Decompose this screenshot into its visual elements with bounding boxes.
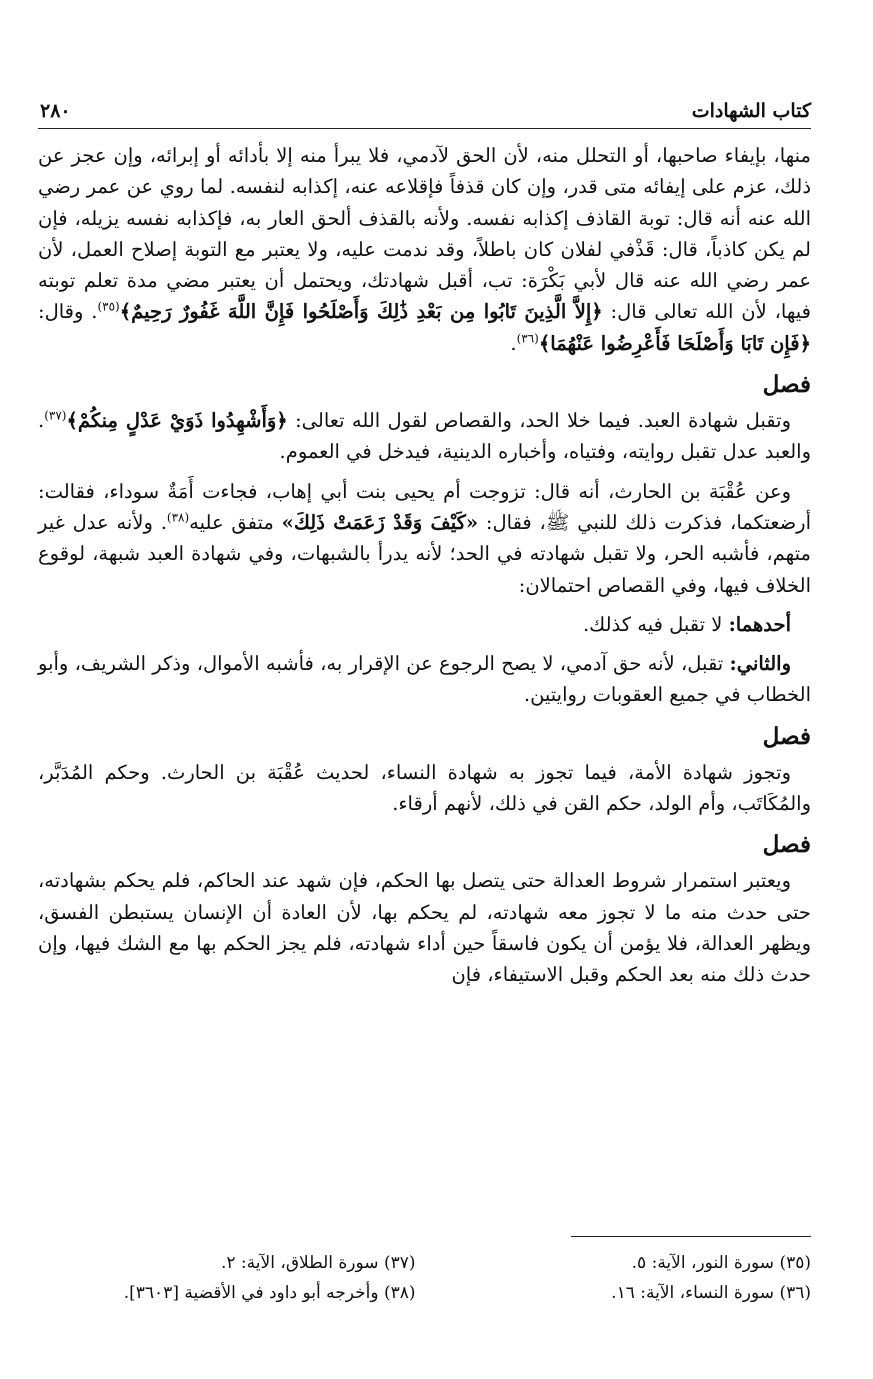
text-run: . والعبد عدل تقبل روايته، وفتياه، وأخباره الدينية، فيدخل في العموم. [38, 409, 811, 464]
term-label: أحدهما: [728, 612, 791, 636]
footnote-ref: (٣٥) [97, 299, 120, 314]
main-text [38, 140, 811, 999]
footnote-ref: (٣٦) [516, 331, 539, 346]
term-label: والثاني: [729, 652, 791, 676]
text-run: . ولأنه عدل غير متهم، فأشبه الحر، ولا تقبل شهادته في الحد؛ لأنه يدرأ بالشبهات، وفي شهادة العبد شبهة، لوقوع الخلاف فيها، وفي القصاص احتمالان: [38, 510, 811, 597]
footnote-ref: (٣٧) [44, 408, 67, 423]
section-heading: فصل [762, 371, 811, 399]
paragraph-5 [38, 648, 811, 711]
header-divider [38, 128, 811, 129]
section-heading: فصل [762, 831, 811, 859]
footnote-divider [571, 1236, 811, 1237]
footnote-36: (٣٦) سورة النساء، الآية: ١٦. [611, 1283, 811, 1303]
paragraph-2 [38, 405, 811, 468]
text-run: لا تقبل فيه كذلك. [582, 612, 723, 636]
footnote-38: (٣٨) وأخرجه أبو داود في الأقضية [٣٦٠٣]. [123, 1283, 416, 1303]
hadith-quote: «كَيْفَ وَقَدْ زَعَمَتْ ذَلِكَ» [281, 510, 479, 534]
text-run: . [510, 331, 517, 355]
footnotes [60, 1248, 811, 1308]
text-run: . وقال: [38, 300, 98, 324]
quran-verse: ﴿وَأَشْهِدُوا ذَوَيْ عَدْلٍ مِنكُمْ﴾ [66, 409, 288, 433]
page-number: ٢٨٠ [40, 100, 71, 122]
text-run: متفق عليه [189, 510, 274, 534]
text-run: تقبل، لأنه حق آدمي، لا يصح الرجوع عن الإقرار به، فأشبه الأموال، وذكر الشريف، وأبو الخطاب في جميع العقوبات روايتين. [38, 652, 811, 707]
quran-verse: ﴿فَإِن تَابَا وَأَصْلَحَا فَأَعْرِضُوا عَنْهُمَا﴾ [538, 331, 811, 355]
footnote-ref: (٣٨) [166, 510, 190, 525]
paragraph-3 [38, 476, 811, 601]
text-run: وعن عُقْبَة بن الحارث، أنه قال: تزوجت أم يحيى بنت أبي إهاب، فجاءت أَمَةٌ سوداء، فقالت: أرضعتكما، فذكرت ذلك للنبي ﷺ، فقال: [38, 479, 812, 534]
section-heading: فصل [762, 722, 811, 750]
paragraph-4 [38, 609, 811, 640]
footnote-35: (٣٥) سورة النور، الآية: ٥. [631, 1253, 811, 1273]
running-title: كتاب الشهادات [691, 100, 811, 122]
text-run: منها، بإيفاء صاحبها، أو التحلل منه، لأن الحق لآدمي، فلا يبرأ منه إلا بأدائه أو إبرائه، وإن عجز عن ذلك، عزم على إيفائه متى قدر، وإن كان قذفاً فإقلاعه عنه، إكذابه لنفسه. لما روي عن عمر رضي الله عنه أنه قال: توبة القاذف إكذابه نفسه. ولأنه بالقذف ألحق العار به، فإكذابه نفسه يزيله، فإن لم يكن كاذباً، قال: قَذْفي لفلان كان باطلاً، وقد ندمت عليه، ولا يعتبر مع التوبة إصلاح العمل، لأن عمر رضي الله عنه قال لأبي بَكْرَة: تب، أقبل شهادتك، ويحتمل أن يعتبر مضي مدة تعلم توبته فيها، لأن الله تعالى قال: [38, 144, 812, 324]
footnote-37: (٣٧) سورة الطلاق، الآية: ٢. [220, 1253, 416, 1273]
page-header [40, 82, 811, 122]
text-run: وتقبل شهادة العبد. فيما خلا الحد، والقصاص لقول الله تعالى: [295, 409, 791, 433]
paragraph-1 [38, 140, 811, 359]
paragraph-7: ويعتبر استمرار شروط العدالة حتى يتصل بها الحكم، فإن شهد عند الحاكم، فلم يحكم بشهادته، حتى حدث منه ما لا تجوز معه شهادته، لم يحكم بها، لأن العادة أن الإنسان يستبطن الفسق، ويظهر العدالة، فلا يؤمن أن يكون فاسقاً حين أداء شهادته، فلم يجز الحكم بها مع الشك فيها، وإن حدث ذلك منه بعد الحكم وقبل الاستيفاء، فإن [38, 869, 811, 987]
quran-verse: ﴿إِلاَّ الَّذِينَ تَابُوا مِن بَعْدِ ذَٰلِكَ وَأَصْلَحُوا فَإِنَّ اللَّهَ غَفُورٌ رَحِيمٌ﴾ [119, 300, 603, 324]
paragraph-6: وتجوز شهادة الأمة، فيما تجوز به شهادة النساء، لحديث عُقْبَة بن الحارث. وحكم المُدَبَّر، والمُكَاتَب، وأم الولد، حكم القن في ذلك، لأنهم أرقاء. [38, 760, 811, 816]
